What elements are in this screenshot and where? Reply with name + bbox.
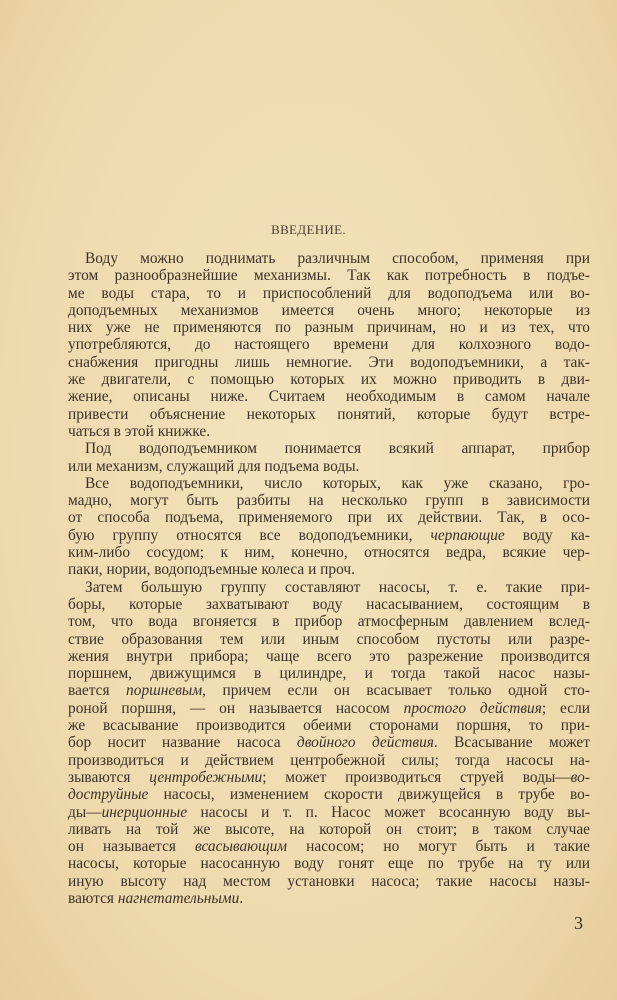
text-segment: поршнем, движущимся в цилиндре, и тогда такой насос назы-: [68, 665, 590, 683]
text-line: [68, 734, 590, 751]
text-line: [68, 354, 590, 371]
text-line: [68, 544, 590, 561]
text-segment: он называется: [68, 838, 196, 856]
text-segment: том, что вода вгоняется в прибор атмосферным давлением вслед-: [68, 613, 590, 631]
text-line: [68, 302, 590, 319]
text-line: [68, 579, 590, 596]
text-line: [68, 285, 590, 302]
text-segment: ме воды стара, то и приспособлений для водоподъема или во-: [68, 284, 590, 302]
text-line: [68, 665, 590, 682]
text-segment: , причем если он всасывает только одной сто-: [202, 682, 590, 700]
text-segment: или механизм, служащий для подъема воды.: [68, 457, 360, 475]
text-line: [68, 717, 590, 734]
text-line: [68, 336, 590, 353]
text-line: [68, 458, 590, 475]
text-line: [68, 613, 590, 630]
text-line: [68, 509, 590, 526]
text-line: [68, 406, 590, 423]
text-segment: мадно, могут быть разбиты на несколько групп в зависимости: [68, 492, 590, 510]
text-segment: Все водоподъемники, число которых, как уже сказано, гро-: [85, 474, 590, 492]
text-segment: зываются: [68, 768, 150, 786]
text-segment: производиться и действием центробежной силы; тогда насосы на-: [68, 751, 590, 769]
italic-term: всасывающим: [195, 838, 288, 856]
text-segment: от способа подъема, применяемого при их действии. Так, в осо-: [68, 509, 590, 527]
text-line: [68, 596, 590, 613]
text-segment: насосы, которые насосанную воду гонят еще по трубе на ту или: [68, 855, 590, 873]
text-segment: . Всасывание может: [433, 734, 590, 752]
italic-term: центробежными: [149, 768, 263, 786]
text-segment: .: [239, 889, 244, 907]
text-line: [68, 319, 590, 336]
text-segment: этом разнообразнейшие механизмы. Так как потребность в подъе-: [68, 267, 590, 285]
text-segment: ваются: [68, 889, 118, 907]
text-segment: жение, описаны ниже. Считаем необходимым в самом начале: [68, 388, 590, 406]
italic-term: простого действия: [403, 699, 542, 717]
italic-term: доструйные: [68, 786, 149, 804]
text-line: [68, 371, 590, 388]
text-segment: снабжения пригодны лишь немногие. Эти водоподъемники, а так-: [68, 353, 590, 371]
text-line: [68, 873, 590, 890]
text-line: [68, 267, 590, 284]
italic-term: нагнетательными: [117, 889, 240, 907]
text-segment: привести объяснение некоторых понятий, которые будут встре-: [68, 405, 590, 423]
text-line: [68, 786, 590, 803]
text-segment: же всасывание производится обеими сторонами поршня, то при-: [68, 717, 590, 735]
text-segment: ствие образования тем или иным способом пустоты или разре-: [68, 630, 590, 648]
text-line: [68, 631, 590, 648]
text-segment: же двигатели, с помощью которых их можно приводить в дви-: [68, 371, 590, 389]
text-segment: ливать на той же высоте, на которой он стоит; в таком случае: [68, 820, 590, 838]
text-line: [68, 475, 590, 492]
text-segment: вается: [68, 682, 127, 700]
text-line: [68, 527, 590, 544]
text-line: [68, 492, 590, 509]
text-segment: насосы, изменением скорости движущейся в трубе во-: [148, 786, 590, 804]
text-line: [68, 769, 590, 786]
text-segment: доподъемных механизмов имеется очень много; некоторые из: [68, 301, 590, 319]
text-segment: жения внутри прибора; чаще всего это разрежение производится: [68, 647, 590, 665]
text-segment: них уже не применяются по разным причинам, но и из тех, что: [68, 319, 590, 337]
text-segment: насосом; но могут быть и такие: [287, 838, 591, 856]
text-segment: ды—: [68, 803, 102, 821]
text-segment: Затем большую группу составляют насосы, т. е. такие при-: [85, 578, 590, 596]
text-segment: ; если: [541, 699, 590, 717]
text-segment: насосы и т. п. Насос может всосанную воду вы-: [187, 803, 590, 821]
text-segment: чаться в этой книжке.: [68, 422, 211, 440]
text-line: [68, 890, 590, 907]
body-text: [68, 250, 590, 907]
text-segment: боры, которые захватывают воду насасыванием, состоящим в: [68, 595, 590, 613]
italic-term: двойного действия: [296, 734, 434, 752]
text-line: [68, 821, 590, 838]
italic-term: черпающие: [430, 526, 505, 544]
text-segment: Под водоподъемником понимается всякий аппарат, прибор: [85, 440, 590, 458]
text-line: [68, 440, 590, 457]
text-segment: бор носит название насоса: [68, 734, 297, 752]
text-line: [68, 648, 590, 665]
text-line: [68, 752, 590, 769]
italic-term: во-: [570, 768, 590, 786]
text-segment: Воду можно поднимать различным способом, применяя при: [85, 250, 590, 267]
text-segment: бую группу относятся все водоподъемники,: [68, 526, 431, 544]
text-line: [68, 423, 590, 440]
chapter-heading: ВВЕДЕНИЕ.: [271, 222, 346, 237]
text-line: [68, 838, 590, 855]
text-segment: роной поршня, — он называется насосом: [68, 699, 404, 717]
text-line: [68, 388, 590, 405]
italic-term: инерционные: [101, 803, 188, 821]
text-segment: паки, нории, водоподъемные колеса и проч.: [68, 561, 355, 579]
italic-term: поршневым: [126, 682, 203, 700]
text-line: [68, 250, 590, 267]
text-segment: употребляются, до настоящего времени для колхозного водо-: [68, 336, 590, 354]
text-segment: ким-либо сосудом; к ним, конечно, относятся ведра, всякие чер-: [68, 544, 590, 562]
text-segment: ; может производиться струей воды—: [262, 768, 571, 786]
page-number: 3: [574, 913, 583, 933]
text-segment: воду ка-: [504, 526, 590, 544]
text-line: [68, 682, 590, 699]
text-segment: иную высоту над местом установки насоса; такие насосы назы-: [68, 872, 590, 890]
text-line: [68, 804, 590, 821]
text-line: [68, 700, 590, 717]
text-line: [68, 561, 590, 578]
text-line: [68, 855, 590, 872]
